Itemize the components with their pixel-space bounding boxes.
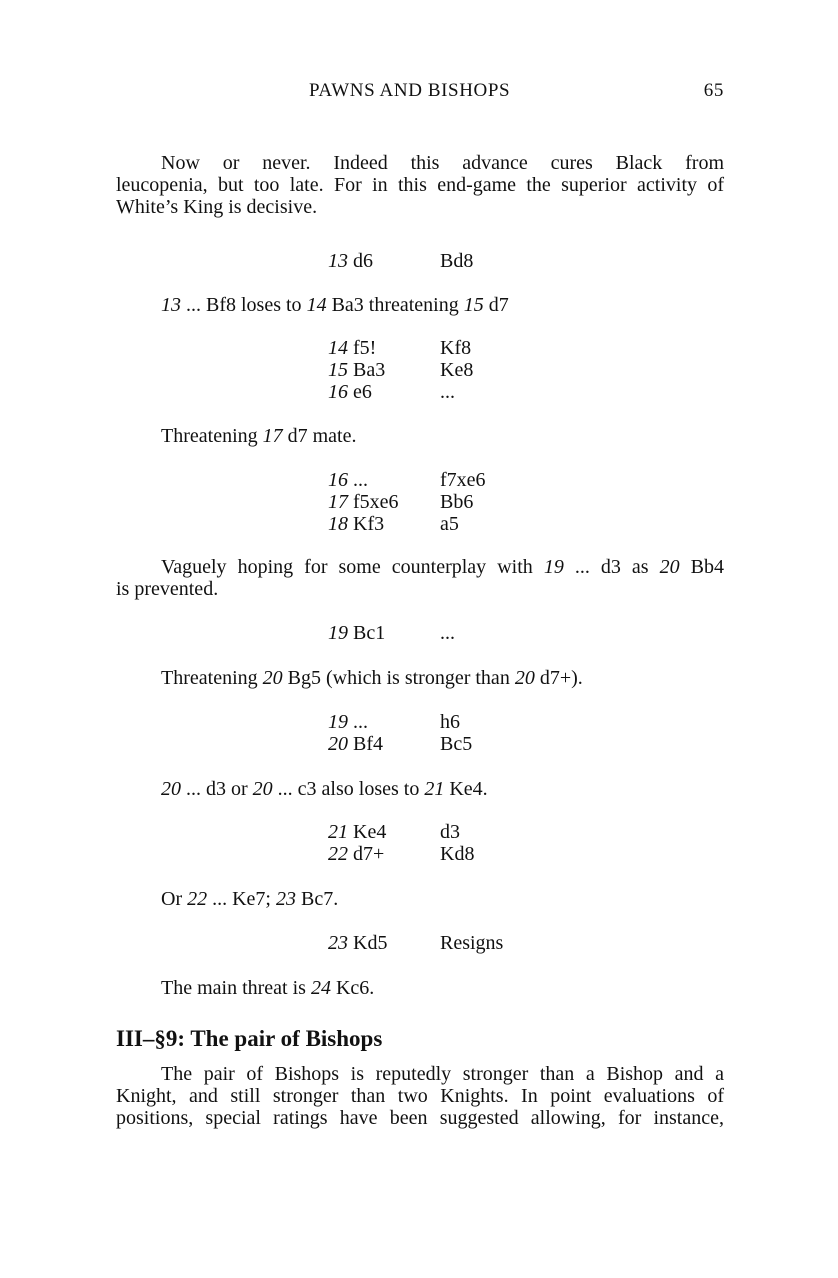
white-move: 19 ... [328, 711, 368, 733]
paragraph-counterplay [116, 556, 724, 600]
black-move: Ke8 [440, 359, 474, 381]
black-move: a5 [440, 513, 459, 535]
black-move: ... [440, 381, 455, 403]
running-head [0, 80, 838, 106]
paragraph-line: leucopenia, but too late. For in this end-game the superior activity of [116, 174, 724, 196]
black-move: ... [440, 622, 455, 644]
white-move: 14 f5! [328, 337, 377, 359]
paragraph-line: Now or never. Indeed this advance cures Black from [161, 152, 724, 174]
paragraph-line: positions, special ratings have been suggested allowing, for instance, [116, 1107, 724, 1129]
paragraph-line: Vaguely hoping for some counterplay with 19 ... d3 as 20 Bb4 [161, 556, 725, 578]
black-move: f7xe6 [440, 469, 486, 491]
note-d3-c3: 20 ... d3 or 20 ... c3 also loses to 21 Ke4. [161, 778, 488, 800]
note-main-threat: The main threat is 24 Kc6. [161, 977, 375, 999]
white-move: 23 Kd5 [328, 932, 388, 954]
white-move: 19 Bc1 [328, 622, 386, 644]
note-bf8: 13 ... Bf8 loses to 14 Ba3 threatening 15 d7 [161, 294, 509, 316]
white-move: 15 Ba3 [328, 359, 386, 381]
white-move: 22 d7+ [328, 843, 385, 865]
page-number: 65 [703, 80, 724, 101]
note-threat-mate: Threatening 17 d7 mate. [161, 425, 357, 447]
paragraph-line: Knight, and still stronger than two Knights. In point evaluations of [116, 1085, 724, 1107]
white-move: 21 Ke4 [328, 821, 387, 843]
white-move: 17 f5xe6 [328, 491, 399, 513]
paragraph-pair-of-bishops [116, 1063, 724, 1129]
running-title: PAWNS AND BISHOPS [309, 80, 511, 101]
black-move: Resigns [440, 932, 504, 954]
paragraph-line: White’s King is decisive. [116, 196, 318, 218]
black-move: Bb6 [440, 491, 474, 513]
section-heading: III–§9: The pair of Bishops [116, 1026, 383, 1051]
paragraph-line: is prevented. [116, 578, 219, 600]
white-move: 16 e6 [328, 381, 372, 403]
note-bg5: Threatening 20 Bg5 (which is stronger than 20 d7+). [161, 667, 583, 689]
paragraph-leucopenia [116, 152, 724, 218]
black-move: Kd8 [440, 843, 475, 865]
black-move: Bd8 [440, 250, 474, 272]
paragraph-line: The pair of Bishops is reputedly stronger than a Bishop and a [161, 1063, 724, 1085]
black-move: d3 [440, 821, 460, 843]
black-move: Kf8 [440, 337, 472, 359]
white-move: 18 Kf3 [328, 513, 385, 535]
white-move: 20 Bf4 [328, 733, 383, 755]
white-move: 13 d6 [328, 250, 373, 272]
white-move: 16 ... [328, 469, 368, 491]
note-ke7: Or 22 ... Ke7; 23 Bc7. [161, 888, 339, 910]
black-move: Bc5 [440, 733, 473, 755]
black-move: h6 [440, 711, 460, 733]
